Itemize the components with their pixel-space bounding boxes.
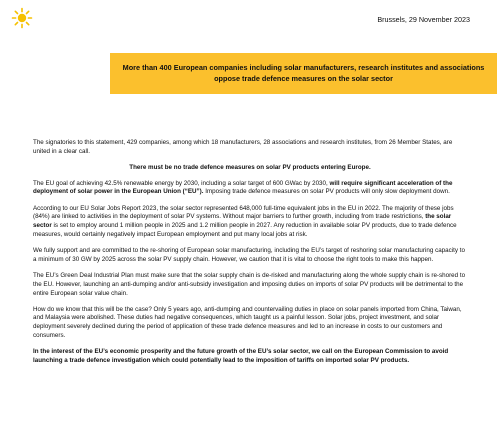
jobs-text-2: is set to employ around 1 million people in 2025 and 1.2 million people in 2027. Any reduction in available solar PV products, due to trade defence measures, would certainly negatively impact European employment and put many local jobs at risk. <box>33 222 457 238</box>
goal-text-2: Imposing trade defence measures on solar PV products will only slow deployment down. <box>203 188 450 196</box>
document-date: Brussels, 29 November 2023 <box>377 15 470 24</box>
sun-logo-icon <box>11 7 33 29</box>
conclusion-paragraph: In the interest of the EU’s economic prosperity and the future growth of the EU’s solar sector, we call on the European Commission to avoid launching a trade defence investigation which could potentially lead to the imposition of tariffs on imported solar PV products. <box>33 348 449 364</box>
goal-paragraph <box>33 180 467 198</box>
support-paragraph: We fully support and are committed to the re-shoring of European solar manufacturing, including the EU’s target of reshoring solar manufacturing capacity to a minimum of 30 GW by 2025 across the solar PV supply chain. However, we caution that it is vital to choose the right tools to make this happen. <box>33 247 465 263</box>
jobs-text-bold: the solar sector <box>33 213 452 230</box>
headline-banner <box>110 53 497 94</box>
jobs-text-1: According to our EU Solar Jobs Report 2023, the solar sector represented 648,000 full-time equivalent jobs in the EU in 2022. The majority of these jobs (84%) are linked to activities in the deployment of solar PV systems. Without major barriers to further growth, including from trade restrictions, <box>33 204 454 221</box>
goal-text-bold: will require significant acceleration of the deployment of solar power in the European Union (“EU”). <box>33 179 453 196</box>
call-paragraph: There must be no trade defence measures on solar PV products entering Europe. <box>129 163 371 171</box>
history-paragraph: How do we know that this will be the case? Only 5 years ago, anti-dumping and countervailing duties in place on solar panels imported from China, Taiwan, and Malaysia were abolished. These duties had negative consequences, which taught us a painful lesson. Solar jobs, project investment, and solar deployment severely declined during the period of application of these trade defence measures and led to an increase in costs to our customers and consumers. <box>33 305 462 340</box>
intro-paragraph: The signatories to this statement, 429 companies, among which 18 manufacturers, 28 associations and research institutes, from 26 Member States, are united in a clear call. <box>33 139 453 155</box>
statement-body <box>33 139 467 373</box>
goal-text-1: The EU goal of achieving 42.5% renewable energy by 2030, including a solar target of 600 GWac by 2030, <box>33 179 330 187</box>
headline-title: More than 400 European companies including solar manufacturers, research institutes and associations oppose trade defence measures on the solar sector <box>122 62 485 83</box>
jobs-paragraph <box>33 205 467 240</box>
green-deal-paragraph: The EU’s Green Deal Industrial Plan must make sure that the solar supply chain is de-risked and manufacturing along the whole supply chain is re-shored to the EU. However, launching an anti-dumping and/or anti-subsidy investigation and imposing duties on imports of solar PV products will be detrimental to the entire European solar value chain. <box>33 271 466 297</box>
